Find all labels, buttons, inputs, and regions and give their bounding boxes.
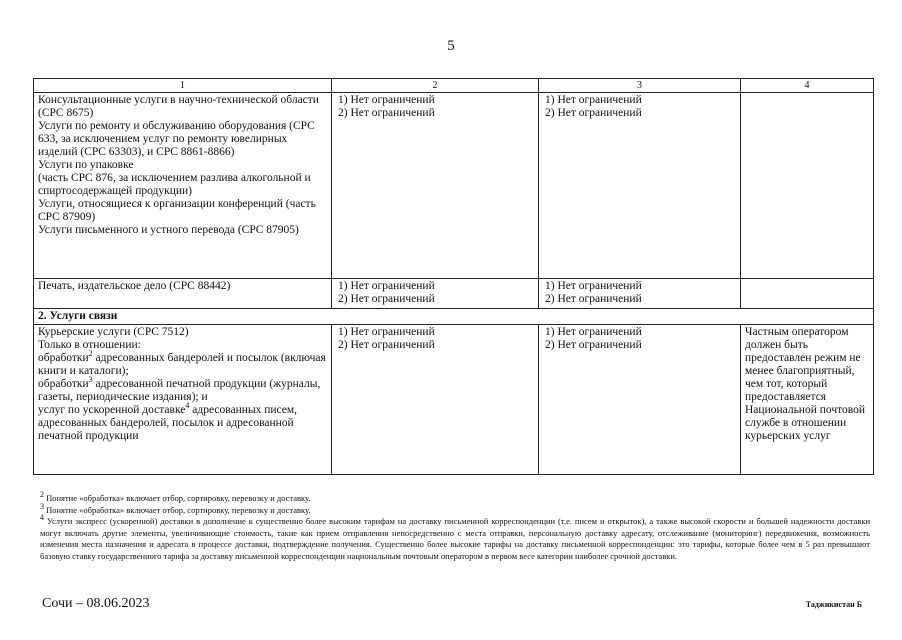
service-item: услуг по ускоренной доставке$^4$ адресованных писем, адресованных бандеролей, посылок и адресованной печатной продукции [38, 401, 298, 442]
footer-country: Таджикистан Б [805, 600, 862, 609]
limitation-item: 1) Нет ограничений [338, 94, 435, 106]
service-item: Консультационные услуги в научно-технической области (CPC 8675) [38, 94, 319, 119]
header-row [34, 79, 874, 93]
table-row [34, 279, 874, 309]
service-item: Печать, издательское дело (CPC 88442) [38, 280, 231, 292]
national-treatment-cell [539, 325, 741, 475]
column-header-1: 1 [34, 79, 332, 93]
market-access-cell [332, 93, 539, 279]
additional-commitments-cell [741, 93, 874, 279]
footnote-ref: 2 [88, 349, 93, 359]
limitation-item: 1) Нет ограничений [545, 280, 642, 292]
market-access-cell [332, 325, 539, 475]
national-treatment-cell [539, 93, 741, 279]
section-title: 2. Услуги связи [34, 309, 874, 325]
column-header-3: 3 [539, 79, 741, 93]
limitation-item: 1) Нет ограничений [338, 326, 435, 338]
services-cell [34, 279, 332, 309]
market-access-cell [332, 279, 539, 309]
national-treatment-cell [539, 279, 741, 309]
services-cell [34, 325, 332, 475]
footnote-4: $^4$ Услуги экспресс (ускоренной) доставки в дополнение к существенно более высоким тарифам на доставку письменной корреспонденции (т.е. писем и открыток), а также высокой скорости и большей надежности доставки могут включать другие элементы, увеличивающие стоимость, такие как прием отправления непосредственно с места отправки, персональную доставку адресату, отслеживание (мониторинг) передвижения, возможность изменения места назначения и адресата в процессе доставки, подтверждение получения. Существенно более высокие тарифы на доставку письменной корреспонденции: это тарифы, которые более чем в 5 раз превышают базовую ставку государственного тарифа за доставку письменной корреспонденции национальным почтовым оператором в первом весе категории наиболее срочной доставки. [40, 513, 870, 561]
limitation-item: 2) Нет ограничений [545, 293, 642, 305]
service-item: Услуги, относящиеся к организации конференций (часть CPC 87909) [38, 198, 316, 223]
footnote-3: $^3$ Понятие «обработка» включает отбор, сортировку, перевозку и доставку. [40, 501, 311, 515]
column-header-4: 4 [741, 79, 874, 93]
limitation-item: 1) Нет ограничений [545, 326, 642, 338]
column-header-2: 2 [332, 79, 539, 93]
limitation-item: 2) Нет ограничений [338, 107, 435, 119]
commitments-table [33, 78, 874, 475]
limitation-item: 2) Нет ограничений [338, 339, 435, 351]
footnote-ref: 4 [185, 401, 190, 411]
limitation-item: 1) Нет ограничений [545, 94, 642, 106]
table-row [34, 325, 874, 475]
limitation-item: 2) Нет ограничений [545, 339, 642, 351]
limitation-item: 1) Нет ограничений [338, 280, 435, 292]
limitation-item: 2) Нет ограничений [545, 107, 642, 119]
additional-commitments-cell [741, 279, 874, 309]
footnote-2: $^2$ Понятие «обработка» включает отбор, сортировку, перевозку и доставку. [40, 490, 311, 503]
service-item: Услуги по ремонту и обслуживанию оборудования (CPC 633, за исключением услуг по ремонту ювелирных изделий (CPC 63303), и CPC 8861-8866) [38, 120, 315, 158]
footnote-ref: 3 [88, 375, 93, 385]
limitation-item: 2) Нет ограничений [338, 293, 435, 305]
services-cell [34, 93, 332, 279]
service-item: Услуги по упаковке [38, 159, 134, 171]
section-row [34, 309, 874, 325]
service-title: Курьерские услуги (CPC 7512) [38, 326, 189, 338]
additional-commitments-cell: Частным оператором должен быть предоставлен режим не менее благоприятный, чем тот, который предоставляется Национальной почтовой службе в отношении курьерских услуг [741, 325, 874, 475]
service-note: Только в отношении: [38, 339, 141, 351]
footnotes [40, 490, 870, 562]
page-number: 5 [447, 38, 455, 54]
service-item: Услуги письменного и устного перевода (CPC 87905) [38, 224, 299, 236]
service-item: обработки$^2$ адресованных бандеролей и посылок (включая книги и каталоги); [38, 349, 326, 377]
service-item: обработки$^3$ адресованной печатной продукции (журналы, газеты, периодические издания); и [38, 375, 321, 403]
service-item: (часть CPC 876, за исключением разлива алкогольной и спиртосодержащей продукции) [38, 172, 311, 197]
footer-city-date: Сочи – 08.06.2023 [42, 596, 150, 611]
table-row [34, 93, 874, 279]
